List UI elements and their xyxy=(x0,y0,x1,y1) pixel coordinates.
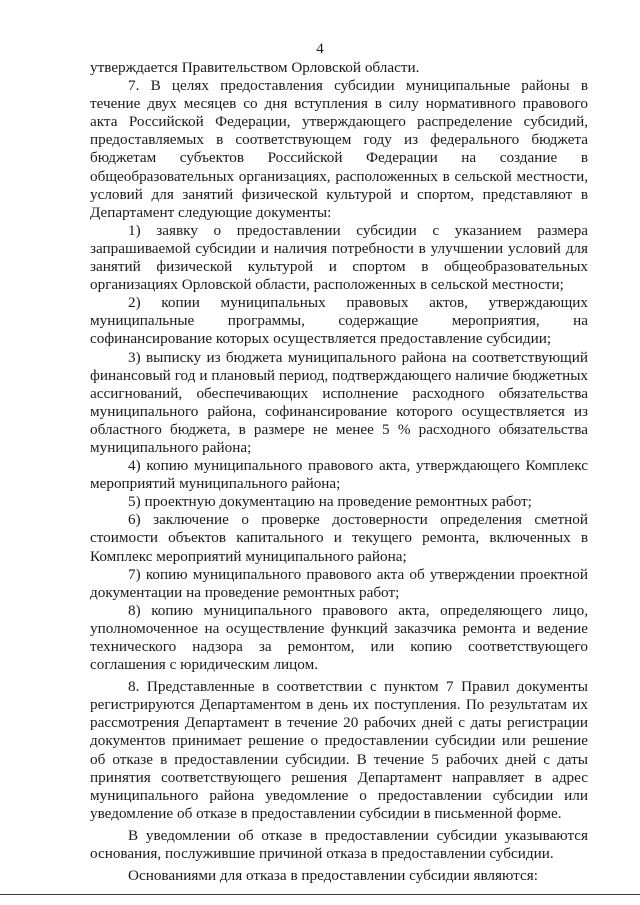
paragraph-item-8: 8. Представленные в соответствии с пунктом 7 Правил документы регистрируются Департаментом в день их поступления. По результатам их рассмотрения Департамент в течение 20 рабочих дней с даты регистрации документов принимает решение о предоставлении субсидии или решение об отказе в предоставлении субсидии. В течение 5 рабочих дней с даты принятия соответствующего решения Департамент направляет в адрес муниципального района уведомление о предоставлении субсидии или уведомление об отказе в предоставлении субсидии в письменной форме. xyxy=(90,678,588,822)
list-item-6: 6) заключение о проверке достоверности определения сметной стоимости объектов капитального и текущего ремонта, включенных в Комплекс мероприятий муниципального района; xyxy=(90,511,588,565)
paragraph-refusal-notice: В уведомлении об отказе в предоставлении субсидии указываются основания, послужившие причиной отказа в предоставлении субсидии. xyxy=(90,826,588,863)
list-item-4: 4) копию муниципального правового акта, утверждающего Комплекс мероприятий муниципального района; xyxy=(90,457,588,493)
list-item-7: 7) копию муниципального правового акта об утверждении проектной документации на проведение ремонтных работ; xyxy=(90,565,588,601)
list-item-5: 5) проектную документацию на проведение ремонтных работ; xyxy=(128,493,532,511)
paragraph-continuation: утверждается Правительством Орловской области. xyxy=(90,59,420,76)
list-item-8: 8) копию муниципального правового акта, определяющего лицо, уполномоченное на осуществление функций заказчика ремонта и ведение технического надзора за ремонтом, или копию соответствующего соглашения с юридическим лицом. xyxy=(90,601,588,674)
list-item-3: 3) выписку из бюджета муниципального района на соответствующий финансовый год и плановый период, подтверждающего наличие бюджетных ассигнований, обеспечивающих исполнение расходного обязательства муниципального района, софинансирование которого осуществляется из областного бюджета, в размере не менее 5 % расходного обязательства муниципального района; xyxy=(90,348,588,456)
paragraph-item-7: 7. В целях предоставления субсидии муниципальные районы в течение двух месяцев со дня вступления в силу нормативного правового акта Российской Федерации, утверждающего распределение субсидий, предоставляемых в соответствующем году из федерального бюджета бюджетам субъектов Российской Федерации на создание в общеобразовательных организациях, расположенных в сельской местности, условий для занятий физической культурой и спортом, представляют в Департамент следующие документы: xyxy=(90,77,588,221)
page-number: 4 xyxy=(316,41,324,57)
paragraph-refusal-grounds: Основаниями для отказа в предоставлении субсидии являются: xyxy=(128,867,538,885)
list-item-1: 1) заявку о предоставлении субсидии с указанием размера запрашиваемой субсидии и наличия потребности в улучшении условий для занятий физической культурой и спортом в общеобразовательных организациях Орловской области, расположенных в сельской местности; xyxy=(90,221,588,294)
bottom-rule xyxy=(0,894,640,895)
list-item-2: 2) копии муниципальных правовых актов, утверждающих муниципальные программы, содержащие мероприятия, на софинансирование которых осуществляется предоставление субсидии; xyxy=(90,294,588,348)
document-body xyxy=(90,59,588,885)
